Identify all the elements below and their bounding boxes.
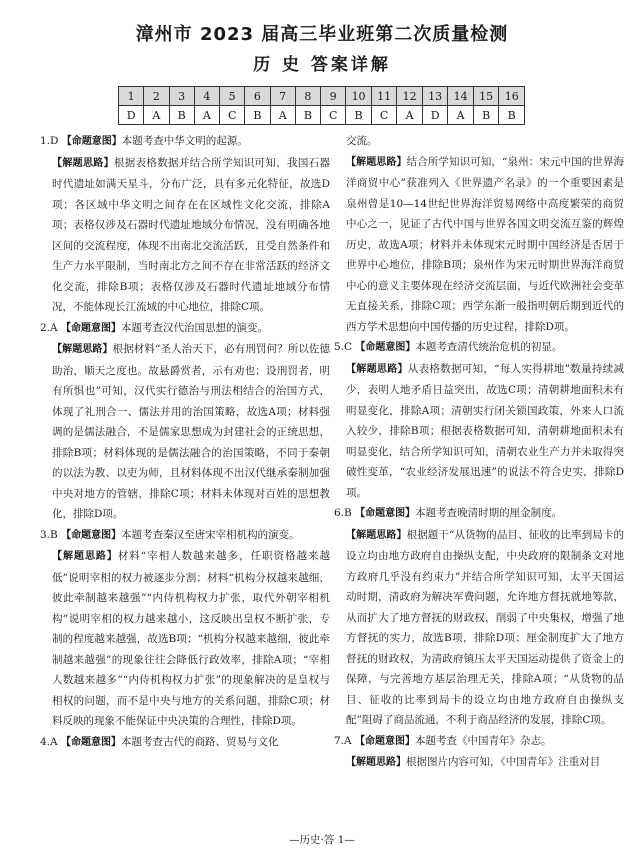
question-5-intent: 5.C 【命题意图】本题考查清代统治危机的初显。 xyxy=(334,341,563,353)
answer-cell: A xyxy=(144,106,169,125)
question-3-intent: 3.B 【命题意图】本题考查秦汉至唐宋宰相机构的演变。 xyxy=(40,528,300,541)
answer-cell: D xyxy=(119,106,144,125)
question-6-reasoning: 【解题思路】根据题干“从货物的品目、征收的比率到局卡的设立均由地方政府自由操纵支配，中央政府的限制条文对地方政府几乎没有约束力”并结合所学知识可知，太平天国运动时期，清政府为解决军费问题，允许地方督抚就地筹款，从而扩大了地方督抚的财政权，削弱了中央集权，增强了地方督抚的实力，故选B项，排除D项；厘金制度扩大了地方督抚的财政权，为清政府镇压太平天国运动提供了资金上的保障，与完善地方基层治理无关，排除A项；“从货物的品目、征收的比率到局卡的设立均由地方政府自由操纵支配”阻碍了商品流通，不利于商品经济的发展，排除C项。 xyxy=(346,528,624,726)
left-column xyxy=(40,131,330,753)
question-number: 1 xyxy=(119,87,144,106)
question-1-reasoning: 【解题思路】根据表格数据并结合所学知识可知，我国石器时代遗址如满天星斗，分布广泛，具有多元化特征，故选D项；各区域中华文明之间存在在区域性文化交流，排除A项；表格仅涉及石器时代遗址地域分布情况，没有明确各地区间的交流程度，体现不出南北交流活跃，且受自然条件和生产力水平限制，当时南北方之间不存在非常活跃的经济文化交流，排除B项；表格仅涉及石器时代遗址地域分布情况，不能体现长江流域的中心地位，排除C项。 xyxy=(52,156,331,313)
question-5-reasoning: 【解题思路】从表格数据可知，“每人实得耕地”数量持续减少，表明人地矛盾日益突出，故选C项；清朝耕地面积未有明显变化，排除A项；清朝实行闭关锁国政策，外来人口流入较少，排除B项；根据表格数据可知，清朝耕地面积未有明显变化，结合所学知识可知，清朝农业生产力并未取得突破性变革，“农业经济发展迅速”的说法不符合史实，排除D项。 xyxy=(346,362,624,499)
question-number: 8 xyxy=(295,87,320,106)
question-number: 15 xyxy=(473,87,499,106)
answer-table xyxy=(118,86,525,125)
answer-cell: A xyxy=(397,106,423,125)
question-number: 16 xyxy=(499,87,525,106)
question-number: 6 xyxy=(245,87,270,106)
answer-cell: A xyxy=(270,106,295,125)
answer-table-answers-row xyxy=(119,106,525,125)
question-number: 7 xyxy=(270,87,295,106)
question-number: 14 xyxy=(448,87,474,106)
answer-cell: C xyxy=(321,106,346,125)
right-column xyxy=(334,131,624,774)
question-number: 3 xyxy=(169,87,194,106)
answer-cell: D xyxy=(422,106,448,125)
page-footer: —历史·答 1— xyxy=(289,834,355,846)
answer-cell: B xyxy=(245,106,270,125)
answer-cell: B xyxy=(346,106,372,125)
answer-cell: A xyxy=(448,106,474,125)
question-3-reasoning: 【解题思路】材料“宰相人数越来越多，任职资格越来越低”说明宰相的权力被逐步分割；材料“机构分权越来越细，彼此牵制越来越强”“内侍机构权力扩张，取代外朝宰相机构”说明宰相的权力越来越小，这反映出皇权不断扩张，专制的程度越来越强，故选B项；“机构分权越来越细，彼此牵制越来越强”的现象往往会降低行政效率，排除A项；“宰相人数越来越多”“内侍机构权力扩张”的现象解决的是皇权与相权的问题，而不是中央与地方的关系问题，排除C项；材料反映的现象不能保证中央决策的合理性，排除D项。 xyxy=(52,550,330,727)
question-2-intent: 2.A 【命题意图】本题考查汉代治国思想的演变。 xyxy=(40,321,268,334)
question-6-intent: 6.B 【命题意图】本题考查晚清时期的厘金制度。 xyxy=(334,507,563,519)
question-1-intent: 1.D 【命题意图】本题考查中华文明的起源。 xyxy=(40,135,248,147)
question-number: 5 xyxy=(220,87,245,106)
answer-cell: C xyxy=(220,106,245,125)
question-number: 9 xyxy=(321,87,346,106)
answer-cell: C xyxy=(371,106,397,125)
page-subtitle: 历 史 答案详解 xyxy=(253,55,391,75)
question-4-reasoning: 【解题思路】结合所学知识可知，“泉州：宋元中国的世界海洋商贸中心”获准列入《世界遗产名录》的一个重要因素是泉州曾是10—14世纪世界海洋贸易网络中高度繁荣的商贸中心之一，见证了古代中国与世界各国文明交流互鉴的辉煌历史，故选A项；材料并未体现宋元时期中国经济是否居于世界中心地位，排除B项；泉州作为宋元时期世界海洋商贸中心的意义主要体现在经济交流层面，与近代欧洲社会变革无直接关系，排除C项；西学东渐一般指明朝后期到近代的西方学术思想向中国传播的历史过程，排除D项。 xyxy=(346,155,624,333)
question-7-intent: 7.A 【命题意图】本题考查《中国青年》杂志。 xyxy=(334,734,552,747)
question-number: 10 xyxy=(346,87,372,106)
question-4-intent: 4.A 【命题意图】本题考查古代的商路、贸易与文化 xyxy=(40,735,279,748)
answer-cell: B xyxy=(295,106,320,125)
question-7-reasoning: 【解题思路】根据图片内容可知，《中国青年》注重对目 xyxy=(346,756,601,768)
question-number: 11 xyxy=(371,87,397,106)
question-number: 12 xyxy=(397,87,423,106)
question-2-reasoning: 【解题思路】根据材料“圣人治天下，必有刑罚何？所以佐德助治，顺天之度也。故悬爵赏者，示有劝也；设刑罚者，明有所惧也”可知，汉代实行德治与刑法相结合的治国方式，体现了礼刑合一、儒法并用的治国策略，故选A项；材料强调的是儒法融合，不是儒家思想成为封建社会的正统思想，排除B项；材料体现的是儒法融合的治国策略，不同于秦朝的以法为教、以吏为师，且材料体现不出汉代继承秦制加强中央对地方的管辖，排除C项；材料未体现对百姓的思想教化，排除D项。 xyxy=(52,343,330,520)
question-number: 2 xyxy=(144,87,169,106)
page-title: 漳州市 2023 届高三毕业班第二次质量检测 xyxy=(135,24,509,45)
answer-table-numbers-row xyxy=(119,87,525,106)
question-number: 13 xyxy=(422,87,448,106)
answer-cell: B xyxy=(499,106,525,125)
question-4-continued: 交流。 xyxy=(346,135,378,147)
answer-cell: A xyxy=(194,106,219,125)
answer-cell: B xyxy=(473,106,499,125)
question-number: 4 xyxy=(194,87,219,106)
answer-cell: B xyxy=(169,106,194,125)
